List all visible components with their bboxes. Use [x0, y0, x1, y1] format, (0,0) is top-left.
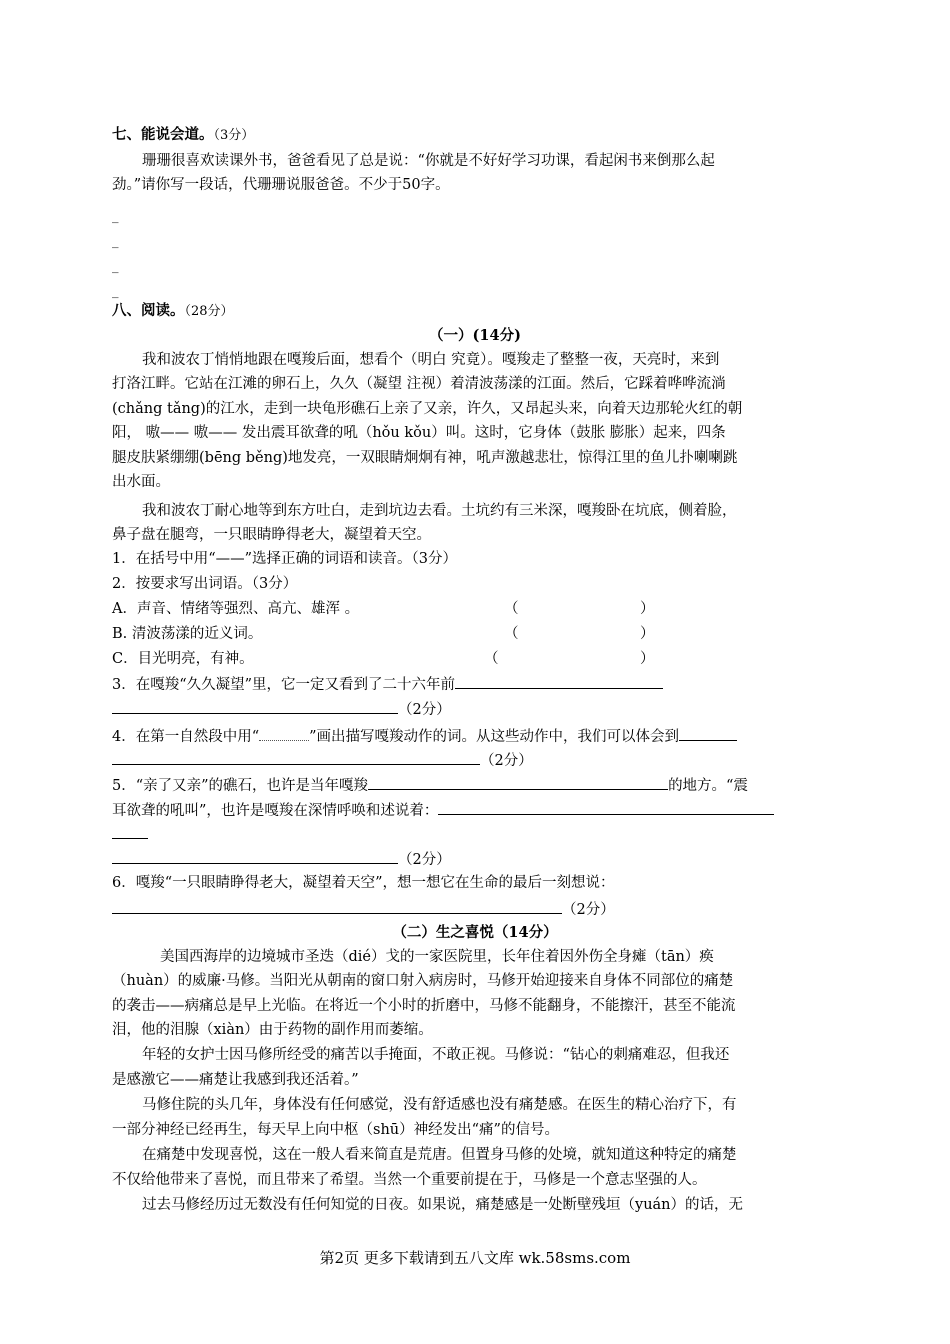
question-6: 6．嘎羧“一只眼睛睁得老大，凝望着天空”，想一想它在生命的最后一刻想说： — [112, 875, 615, 891]
reading-line: 阳， 嗷—— 嗷—— 发出震耳欲聋的吼（hǒu kǒu）叫。这时，它身体（鼓胀 膨胀）起来，四条 — [112, 425, 726, 441]
question-3: 3．在嘎羧“久久凝望”里，它一定又看到了二十六年前 — [112, 674, 663, 694]
reading-line: 马修住院的头几年，身体没有任何感觉，没有舒适感也没有痛楚感。在医生的精心治疗下，有 — [142, 1097, 737, 1113]
question-5-cont3: （2分） — [112, 849, 451, 869]
answer-blank[interactable] — [112, 750, 480, 765]
question-2: 2．按要求写出词语。（3分） — [112, 576, 298, 592]
question-5-cont: 耳欲聋的吼叫”，也许是嘎羧在深情呼唤和述说着： — [112, 800, 774, 820]
part-1-title: （一）(14分) — [429, 327, 521, 344]
answer-blank[interactable] — [679, 726, 737, 741]
question-5: 5．“亲了又亲”的礁石，也许是当年嘎羧 的地方。“震 — [112, 775, 748, 795]
reading-line: 在痛楚中发现喜悦，这在一般人看来简直是荒唐。但置身马修的处境，就知道这种特定的痛楚 — [142, 1147, 737, 1163]
answer-blank[interactable] — [112, 899, 562, 914]
answer-line: _ — [112, 259, 119, 274]
reading-line: 美国西海岸的边境城市圣迭（dié）戈的一家医院里，长年住着因外伤全身瘫（tān）痪 — [160, 949, 714, 965]
reading-line: 不仅给他带来了喜悦，而且带来了希望。当然一个重要前提在于，马修是一个意志坚强的人。 — [112, 1172, 707, 1188]
question-6-cont: （2分） — [112, 899, 615, 919]
s7-para-line: 珊珊很喜欢读课外书，爸爸看见了总是说：“你就是不好好学习功课，看起闲书来倒那么起 — [142, 153, 715, 169]
answer-line: _ — [112, 234, 119, 249]
paren-open: （ — [504, 601, 519, 617]
answer-line: _ — [112, 209, 119, 224]
reading-line: 是感激它——痛楚让我感到我还活着。” — [112, 1072, 359, 1088]
answer-blank[interactable] — [112, 824, 148, 839]
reading-line: 打洛江畔。它站在江滩的卵石上，久久（凝望 注视）着清波荡漾的江面。然后，它踩着哗哗流淌 — [112, 376, 726, 392]
paren-close: ） — [640, 601, 655, 617]
reading-line: 的袭击——病痛总是早上光临。在将近一个小时的折磨中，马修不能翻身，不能擦汗，甚至不能流 — [112, 998, 736, 1014]
part-2-title: （二）生之喜悦（14分） — [392, 924, 558, 941]
question-2b: B. 清波荡漾的近义词。 — [112, 626, 263, 642]
reading-line: 年轻的女护士因马修所经受的痛苦以手掩面，不敢正视。马修说：“钻心的刺痛难忍，但我还 — [142, 1047, 730, 1063]
s7-para-line: 劲。”请你写一段话，代珊珊说服爸爸。不少于50字。 — [112, 177, 450, 193]
question-4-cont: （2分） — [112, 750, 533, 770]
reading-line: 我和波农丁悄悄地跟在嘎羧后面，想看个（明白 究竟）。嘎羧走了整整一夜，天亮时，来到 — [142, 352, 720, 368]
question-5-cont2 — [112, 824, 148, 844]
answer-blank[interactable] — [112, 699, 398, 714]
reading-line: 出水面。 — [112, 474, 170, 490]
paren-close: ） — [640, 651, 655, 667]
page-footer: 第2页 更多下载请到五八文库 wk.58sms.com — [319, 1249, 631, 1267]
question-2c: C．目光明亮，有神。 — [112, 651, 254, 667]
question-2a: A．声音、情绪等强烈、高亢、雄浑 。 — [112, 601, 360, 617]
wavy-line-mark — [259, 728, 309, 741]
answer-blank[interactable] — [368, 775, 668, 790]
answer-blank[interactable] — [112, 849, 398, 864]
question-1: 1．在括号中用“——”选择正确的词语和读音。（3分） — [112, 551, 458, 567]
reading-line: (chǎng tǎng)的江水，走到一块龟形礁石上亲了又亲，许久，又昂起头来，向着天边那轮火红的朝 — [112, 401, 743, 417]
answer-line: _ — [112, 284, 119, 299]
reading-line: 过去马修经历过无数没有任何知觉的日夜。如果说，痛楚感是一处断壁残垣（yuán）的话，无 — [142, 1197, 744, 1213]
reading-line: 腿皮肤紧绷绷(bēng běng)地发亮，一双眼睛炯炯有神，吼声激越悲壮，惊得江里的鱼儿扑喇喇跳 — [112, 450, 738, 466]
paren-open: （ — [504, 626, 519, 642]
reading-line: 一部分神经已经再生，每天早上向中枢（shū）神经发出“痛”的信号。 — [112, 1122, 559, 1138]
question-4: 4．在第一自然段中用“ ”画出描写嘎羧动作的词。从这些动作中，我们可以体会到 — [112, 726, 737, 746]
section-7-title: 七、能说会道。（3分） — [112, 126, 255, 143]
reading-line: 我和波农丁耐心地等到东方吐白，走到坑边去看。土坑约有三米深，嘎羧卧在坑底，侧着脸， — [142, 503, 737, 519]
reading-line: （huàn）的威廉·马修。当阳光从朝南的窗口射入病房时，马修开始迎接来自身体不同部位的痛楚 — [112, 973, 734, 989]
answer-blank[interactable] — [438, 800, 774, 815]
section-8-title: 八、阅读。（28分） — [112, 302, 234, 319]
reading-line: 泪，他的泪腺（xiàn）由于药物的副作用而萎缩。 — [112, 1022, 433, 1038]
paren-close: ） — [640, 626, 655, 642]
answer-blank[interactable] — [455, 674, 663, 689]
reading-line: 鼻子盘在腿弯，一只眼睛睁得老大，凝望着天空。 — [112, 527, 431, 543]
question-3-cont: （2分） — [112, 699, 451, 719]
paren-open: （ — [484, 651, 499, 667]
